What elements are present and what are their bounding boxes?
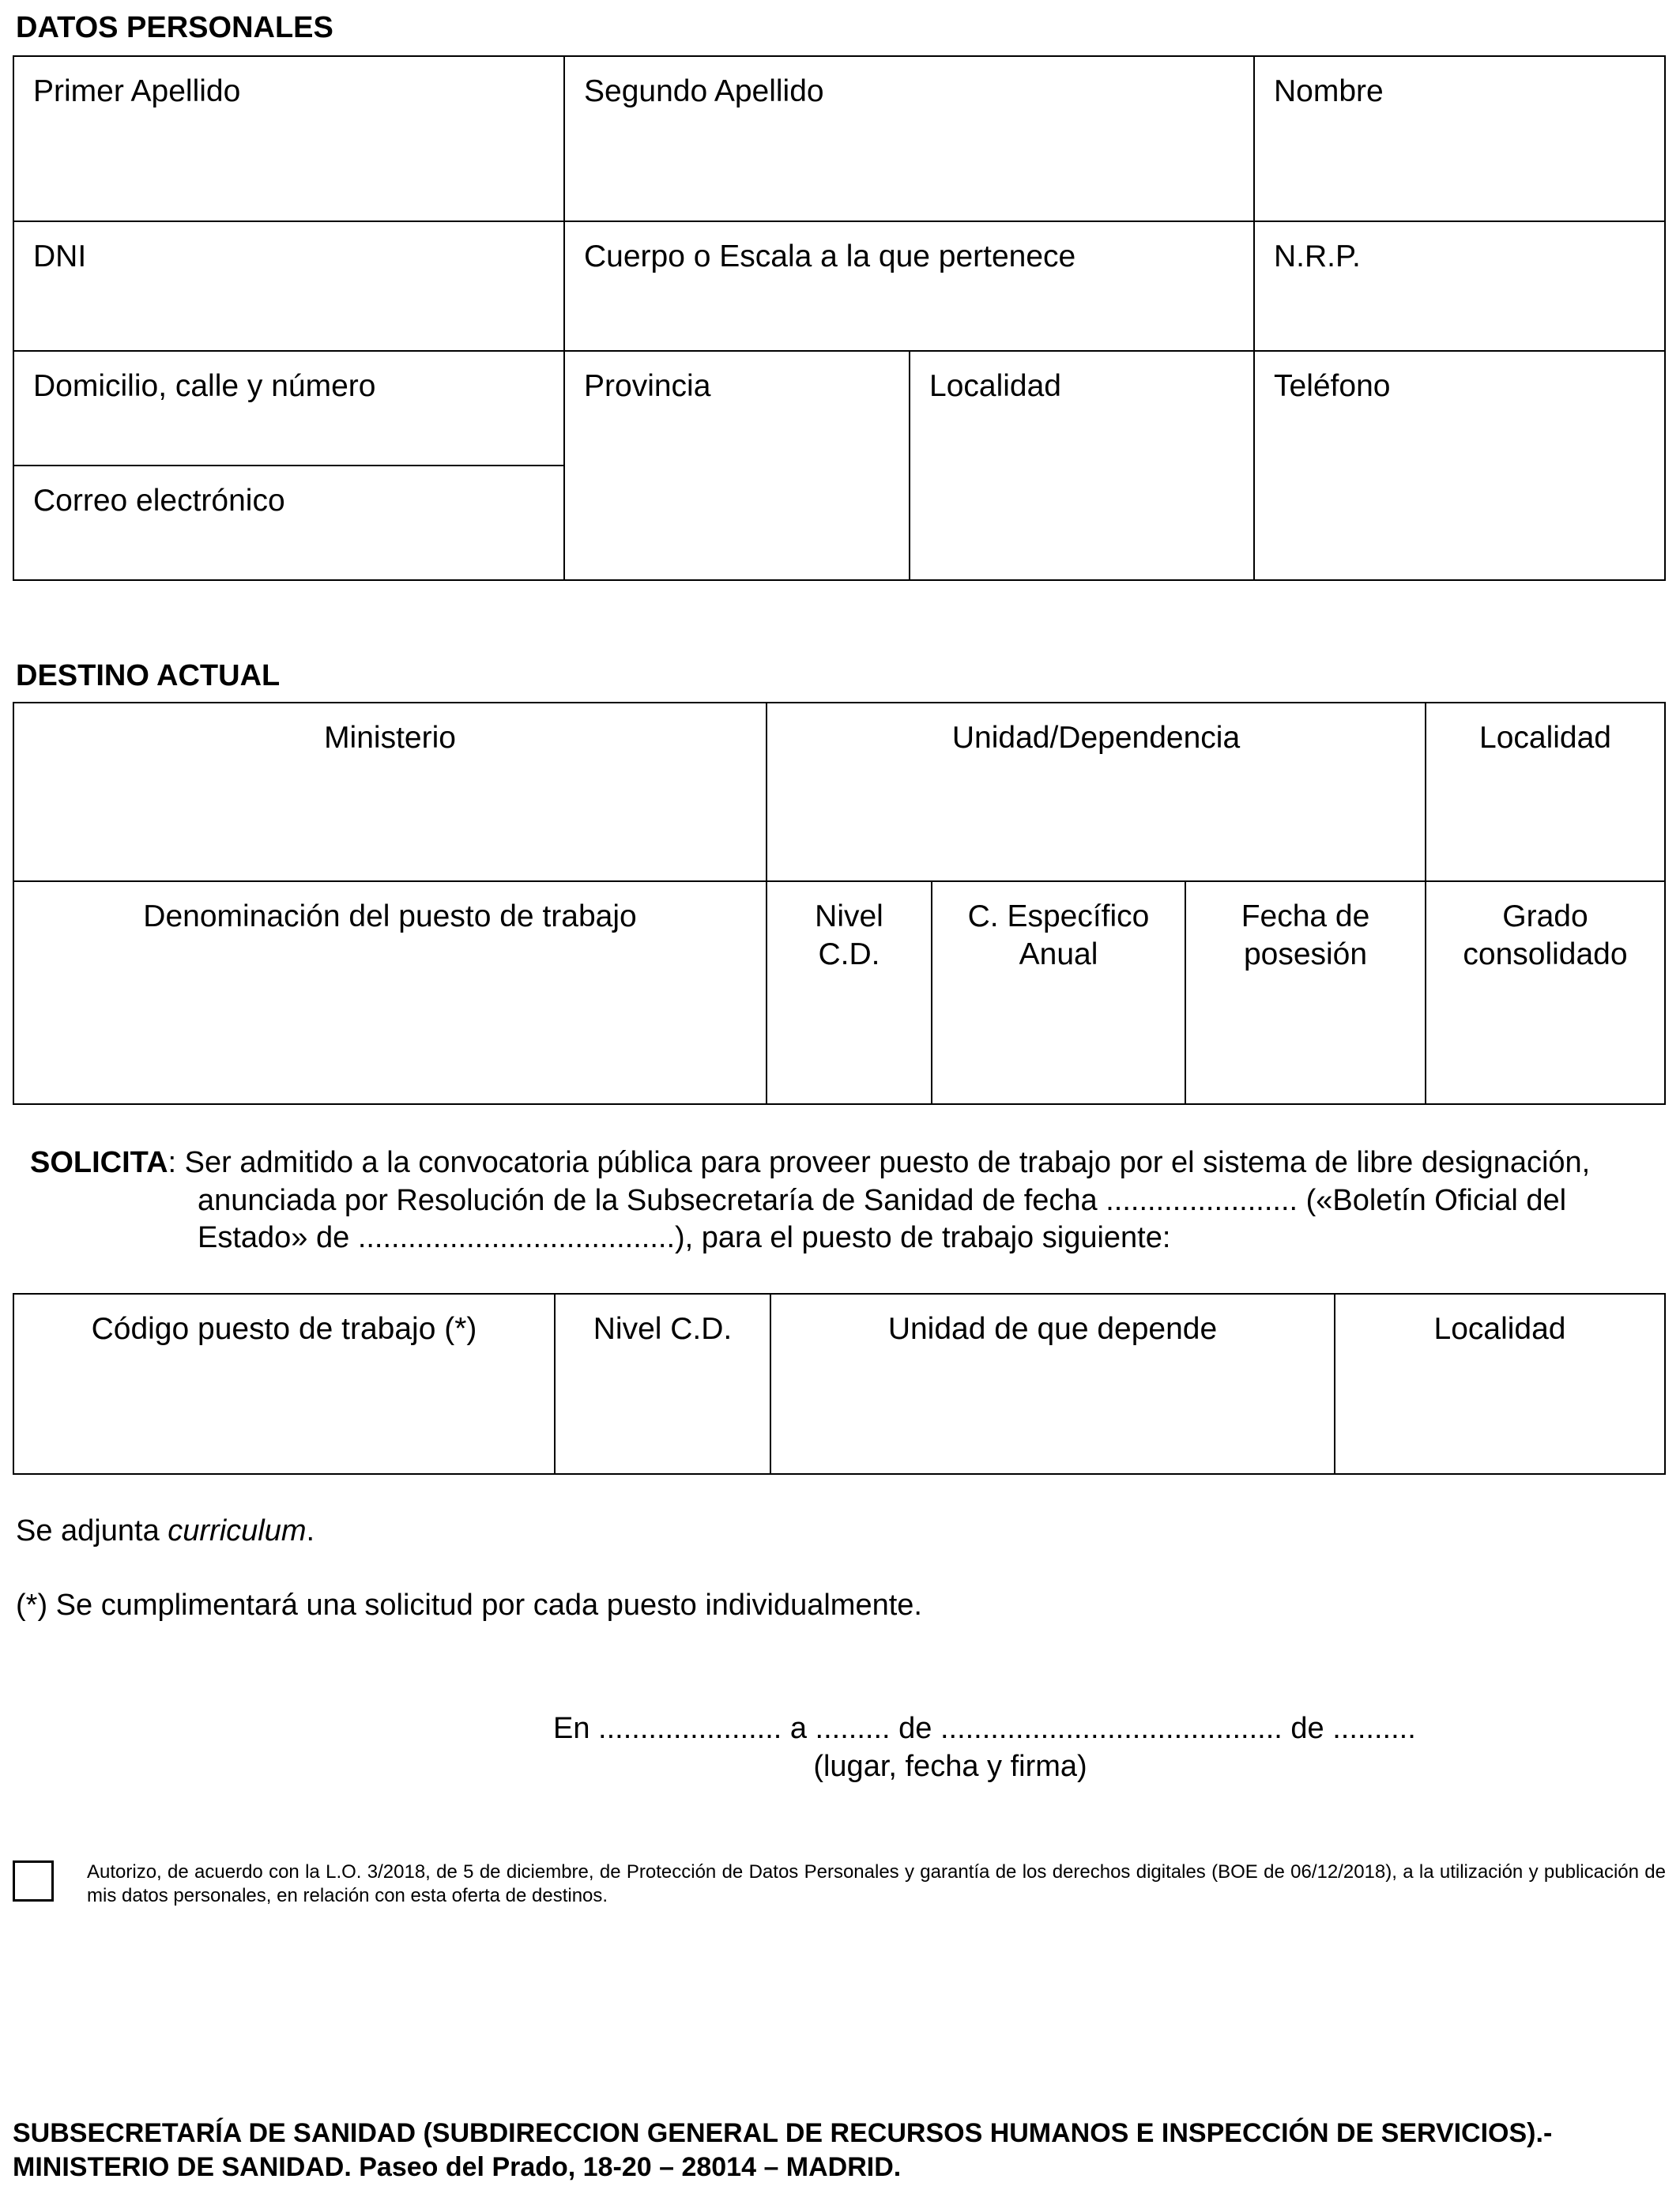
codigo-puesto-field[interactable]: Código puesto de trabajo (*)	[13, 1294, 555, 1474]
current-post-table	[13, 702, 1666, 1105]
nombre-field[interactable]: Nombre	[1254, 56, 1665, 221]
footer-line-1: SUBSECRETARÍA DE SANIDAD (SUBDIRECCION GENERAL DE RECURSOS HUMANOS E INSPECCIÓN DE SERVICIOS).-	[13, 2118, 1553, 2148]
fecha-label-2: posesión	[1243, 937, 1368, 971]
especifico-label-1: C. Específico	[967, 899, 1150, 933]
solicita-line-2: anunciada por Resolución de la Subsecretaría de Sanidad de fecha ....................... («Boletín Oficial del	[198, 1183, 1567, 1217]
requested-post-table	[13, 1293, 1666, 1475]
primer-apellido-field[interactable]: Primer Apellido	[13, 56, 564, 221]
footer-line-2: MINISTERIO DE SANIDAD. Paseo del Prado, 18-20 – 28014 – MADRID.	[13, 2151, 902, 2182]
solicita-paragraph	[30, 1144, 1666, 1257]
curriculum-word: curriculum	[168, 1514, 307, 1547]
curriculum-prefix: Se adjunta	[16, 1514, 168, 1547]
localidad-field[interactable]: Localidad	[910, 351, 1254, 580]
solicita-label: SOLICITA	[30, 1146, 168, 1179]
destino-localidad-field[interactable]: Localidad	[1426, 703, 1665, 881]
grado-label-1: Grado	[1502, 899, 1588, 933]
curriculum-suffix: .	[306, 1514, 315, 1547]
especifico-label-2: Anual	[1019, 937, 1098, 971]
nrp-field[interactable]: N.R.P.	[1254, 221, 1665, 351]
section-heading-datos-personales: DATOS PERSONALES	[16, 11, 333, 44]
domicilio-field[interactable]: Domicilio, calle y número	[13, 351, 564, 466]
telefono-field[interactable]: Teléfono	[1254, 351, 1665, 580]
unidad-dependencia-field[interactable]: Unidad/Dependencia	[767, 703, 1426, 881]
nivel-label-1: Nivel	[815, 899, 883, 933]
solicita-line-1: : Ser admitido a la convocatoria pública para proveer puesto de trabajo por el sistema de libre designación,	[168, 1146, 1591, 1179]
denominacion-puesto-field[interactable]: Denominación del puesto de trabajo	[13, 881, 767, 1104]
segundo-apellido-field[interactable]: Segundo Apellido	[564, 56, 1254, 221]
personal-data-table	[13, 55, 1666, 581]
complemento-especifico-field[interactable]	[932, 881, 1185, 1104]
provincia-field[interactable]: Provincia	[564, 351, 910, 580]
curriculum-note	[16, 1513, 315, 1551]
signature-caption: (lugar, fecha y firma)	[813, 1750, 1087, 1783]
unidad-depende-field[interactable]: Unidad de que depende	[770, 1294, 1335, 1474]
grado-label-2: consolidado	[1463, 937, 1628, 971]
consent-checkbox[interactable]	[13, 1860, 54, 1902]
dni-field[interactable]: DNI	[13, 221, 564, 351]
signature-line: En ...................... a ......... de ......................................... de ..........	[553, 1712, 1416, 1745]
fecha-posesion-field[interactable]	[1185, 881, 1426, 1104]
cuerpo-escala-field[interactable]: Cuerpo o Escala a la que pertenece	[564, 221, 1254, 351]
nivel-label-2: C.D.	[818, 937, 880, 971]
consent-text: Autorizo, de acuerdo con la L.O. 3/2018, de 5 de diciembre, de Protección de Datos Personales y garantía de los derechos digitales (BOE de 06/12/2018), a la utilización y publicación de mis datos personales, en relación con esta oferta de destinos.	[87, 1861, 1666, 1907]
grado-consolidado-field[interactable]	[1426, 881, 1665, 1104]
puesto-nivel-cd-field[interactable]: Nivel C.D.	[555, 1294, 770, 1474]
asterisk-note: (*) Se cumplimentará una solicitud por cada puesto individualmente.	[16, 1589, 922, 1622]
fecha-label-1: Fecha de	[1241, 899, 1370, 933]
nivel-cd-field[interactable]	[767, 881, 932, 1104]
section-heading-destino-actual: DESTINO ACTUAL	[16, 659, 281, 692]
solicita-line-3: Estado» de ......................................), para el puesto de trabajo siguiente:	[198, 1221, 1171, 1254]
correo-field[interactable]: Correo electrónico	[13, 466, 564, 580]
puesto-localidad-field[interactable]: Localidad	[1335, 1294, 1665, 1474]
footer-address	[13, 2117, 1672, 2185]
ministerio-field[interactable]: Ministerio	[13, 703, 767, 881]
